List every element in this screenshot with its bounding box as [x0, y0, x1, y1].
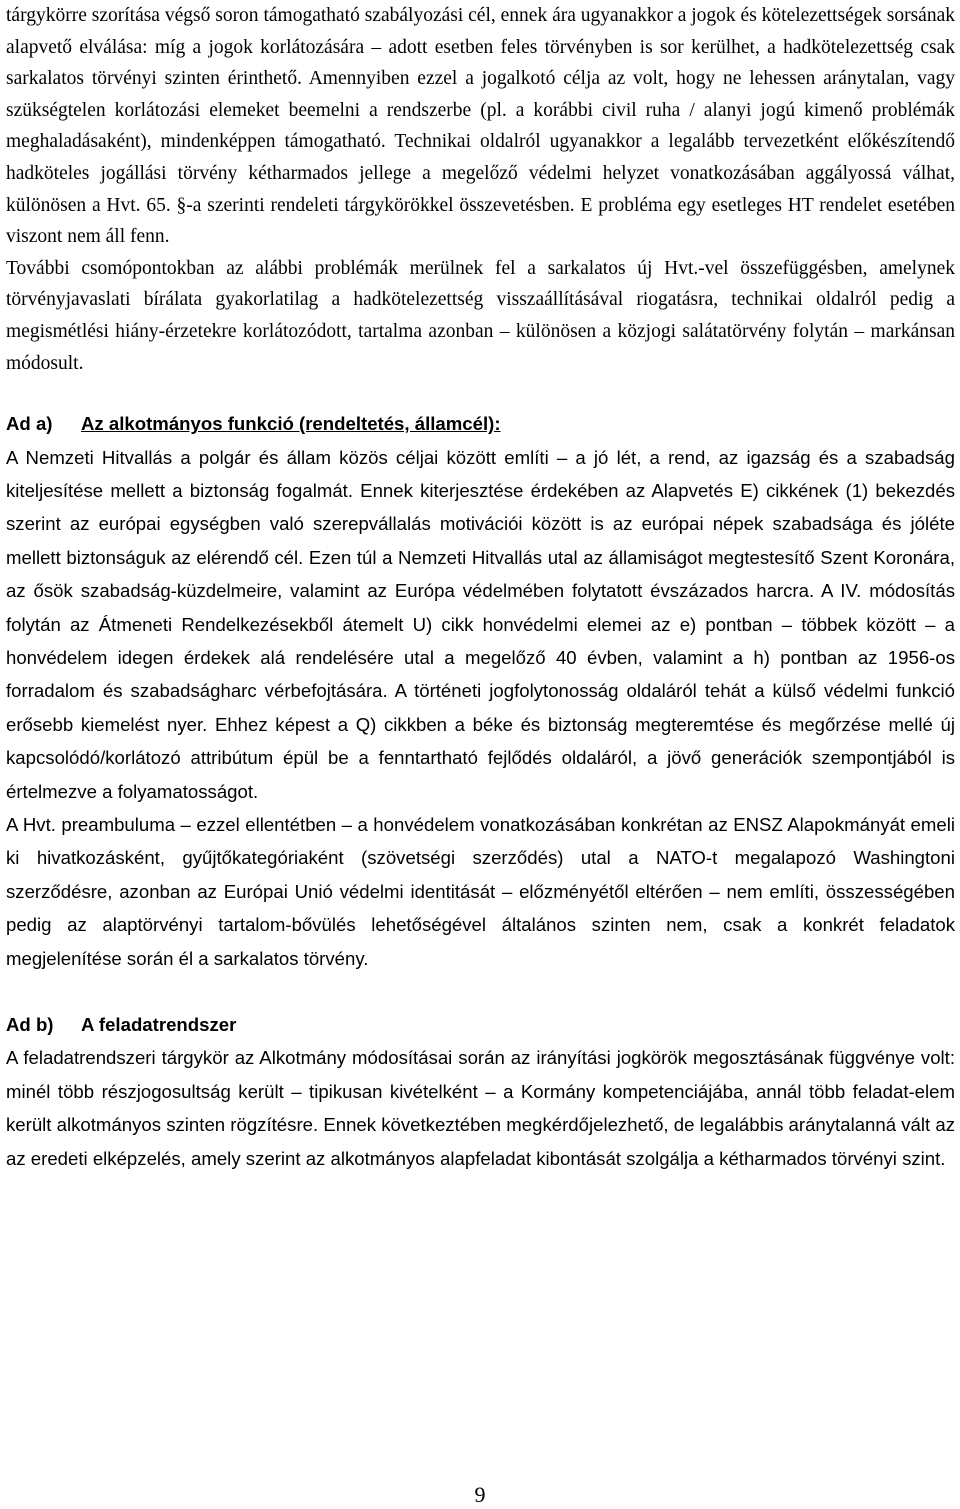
section-b-title: A feladatrendszer: [81, 1014, 237, 1036]
section-a-heading: [6, 407, 955, 440]
section-a-paragraph-1: A Nemzeti Hitvallás a polgár és állam közös céljai között említi – a jó lét, a rend, az igazság és a szabadság kiteljesítése mellett a biztonság fogalmát. Ennek kiterjesztése érdekében az Alapvetés E) cikkének (1) bekezdés szerint az európai egységben való szerepvállalás motivációi között is az európai népek szabadsága és jóléte mellett biztonságuk az elérendő cél. Ezen túl a Nemzeti Hitvallás utal az államiságot megtestesítő Szent Koronára, az ősök szabadság-küzdelmeire, valamint az Európa védelmében folytatott évszázados harcra. A IV. módosítás folytán az Átmeneti Rendelkezésekből átemelt U) cikk honvédelmi elemei az e) pontban – többek között – a honvédelem idegen érdekek alá rendelésére utal a megelőző 40 évben, valamint a h) pontban az 1956-os forradalom és szabadságharc vérbefojtására. A történeti jogfolytonosság oldaláról tehát a külső védelmi funkció erősebb kiemelést nyer. Ehhez képest a Q) cikkben a béke és biztonság megteremtése és megőrzése mellé új kapcsolódó/korlátozó attribútum épül be a fenntartható fejlődés oldaláról, a jövő generációk szempontjából is értelmezve a folyamatosságot.: [6, 446, 955, 802]
section-b-label: Ad b): [6, 1014, 54, 1036]
document-page: [6, 0, 955, 1175]
section-a-label: Ad a): [6, 413, 53, 435]
section-a-title: Az alkotmányos funkció (rendeltetés, államcél):: [81, 413, 501, 435]
intro-paragraph-1: tárgykörre szorítása végső soron támogatható szabályozási cél, ennek ára ugyanakkor a jogok és kötelezettségek sorsának alapvető elválása: míg a jogok korlátozására – adott esetben feles törvényben is sor kerülhet, a hadkötelezettség csak sarkalatos törvényi szinten érinthető. Amennyiben ezzel a jogalkotó célja az volt, hogy ne lehessen aránytalan, vagy szükségtelen korlátozási elemeket beemelni a rendszerbe (pl. a korábbi civil ruha / alanyi jogú kimenő problémák meghaladásaként), mindenképpen támogatható. Technikai oldalról ugyanakkor a legalább tervezetként előkészítendő hadköteles jogállási törvény kétharmados jellege a megelőző védelmi helyzet vonatkozásában aggályossá válhat, különösen a Hvt. 65. §-a szerinti rendeleti tárgykörökkel összevetésben. E probléma egy esetleges HT rendelet esetében viszont nem áll fenn.: [6, 5, 955, 248]
page-number: 9: [474, 1482, 486, 1507]
spacer: [6, 379, 955, 407]
section-a-paragraph-2: A Hvt. preambuluma – ezzel ellentétben – a honvédelem vonatkozásában konkrétan az ENSZ Alapokmányát emeli ki hivatkozásként, gyűjtőkategóriaként (szövetségi szerződés) utal a NATO-t megalapozó Washingtoni szerződésre, azonban az Európai Unió védelmi identitását – előzményétől eltérően – nem említi, összességében pedig az alaptörvényi tartalom-bővülés lehetőségével általános szinten nem, csak a konkrét feladatok megjelenítése során él a sarkalatos törvény.: [6, 814, 955, 969]
spacer: [6, 975, 955, 1008]
section-b-heading: [6, 1008, 955, 1041]
intro-paragraph-2: További csomópontokban az alábbi problémák merülnek fel a sarkalatos új Hvt.-vel összefüggésben, amelynek törvényjavaslati bírálata gyakorlatilag a hadkötelezettség visszaállításával riogatásra, technikai oldalról pedig a megismétlési hiány-érzetekre korlátozódott, tartalma azonban – különösen a közjogi salátatörvény folytán – markánsan módosult.: [6, 257, 955, 374]
section-b-paragraph-1: A feladatrendszeri tárgykör az Alkotmány módosításai során az irányítási jogkörök megosztásának függvénye volt: minél több részjogosultság került – tipikusan kivételként – a Kormány kompetenciájába, annál több feladat-elem került alkotmányos szinten rögzítésre. Ennek következtében megkérdőjelezhető, de legalábbis aránytalanná vált az az eredeti elképzelés, amely szerint az alkotmányos alapfeladat kibontását szolgálja a kétharmados törvényi szint.: [6, 1047, 955, 1169]
